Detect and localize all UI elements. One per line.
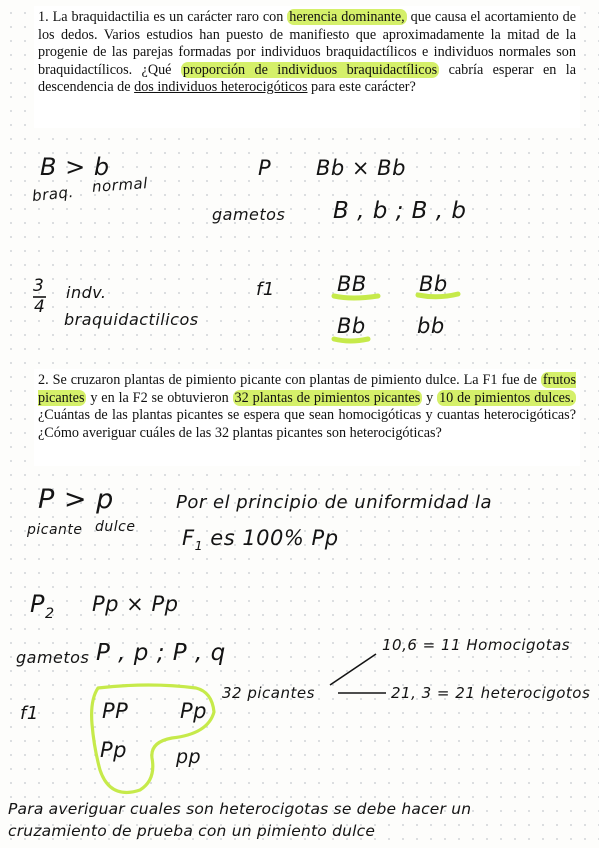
highlight-frutos-picantes: frutos picantes — [38, 372, 576, 406]
f1-cell-pp-2: Pp — [180, 699, 207, 723]
gametes-values: B , b ; B , b — [333, 198, 467, 224]
f1-label: f1 — [256, 279, 275, 300]
cross-pp: Pp × Pp — [92, 592, 179, 616]
highlight-herencia: herencia dominante, — [289, 9, 405, 25]
cross-bb: Bb × Bb — [316, 156, 406, 180]
principle-line-2: $F_1$ es 100% Pp — [182, 526, 339, 554]
highlight-32-plantas: 32 plantas de pimientos picantes — [234, 389, 421, 406]
fraction-label-indv: indv. — [66, 283, 107, 302]
picantes-count: 32 picantes — [222, 684, 315, 702]
heterocigotos-count: 21, 3 = 21 heterocigotos — [391, 684, 591, 702]
label-dulce: dulce — [95, 519, 136, 535]
fraction-numerator: 3 — [33, 276, 45, 296]
problem-1-text: 1. La braquidactilia es un carácter raro con herencia dominante, que causa el acortamiento de los dedos. Varios estudios han puesto de manifiesto que aproximadamente la mitad de la progenie de las parejas formadas por individuos braquidactílicos e individuos normales son braquidactílicos. ¿Qué proporción de individuos braquidactílicos cabría esperar en la descendencia de dos individuos heterocigóticos para este carácter? — [38, 9, 577, 96]
line-to-homocigotas — [330, 654, 376, 685]
f1-cell-pp-3: Pp — [100, 738, 127, 762]
conclusion-line-2: cruzamiento de prueba con un pimiento dulce — [8, 822, 376, 840]
alleles-p: P > p — [38, 484, 114, 515]
gametes-values-2: P , p ; P , q — [96, 640, 226, 666]
label-braq: braq. — [31, 182, 75, 206]
marker-underline-bb — [334, 296, 378, 298]
f1-cell-bb-2: Bb — [419, 272, 448, 296]
fraction-denominator: 4 — [34, 297, 46, 317]
f1-cell-pp: PP — [102, 699, 129, 723]
principle-line-1: Por el principio de uniformidad la — [176, 492, 493, 513]
label-picante: picante — [27, 522, 83, 538]
gametes-label-2: gametos — [16, 648, 90, 667]
marker-underline-bb-3 — [334, 339, 368, 341]
alleles-b: B > b — [40, 153, 110, 181]
f1-cell-bb-3: Bb — [337, 314, 366, 338]
p2-label: $P_2$ — [30, 590, 55, 622]
problem-2-text: 2. Se cruzaron plantas de pimiento picante con plantas de pimiento dulce. La F1 fue de frutos picantes y en la F2 se obtuvieron 32 plantas de pimientos picantes y 10 de pimientos dulces. ¿Cuántas de las plantas picantes se espera que sean homocigóticas y cuantas heterocigóticas? ¿Cómo averiguar cuáles de las 32 plantas picantes son heterocigóticas? — [38, 372, 576, 441]
label-normal: normal — [91, 174, 149, 196]
homocigotas-count: 10,6 = 11 Homocigotas — [382, 636, 571, 654]
highlight-proporcion: proporción de individuos braquidactílicos — [182, 61, 438, 78]
underline-heterocigoticos: dos individuos heterocigóticos — [134, 79, 308, 96]
p-label: P — [258, 156, 272, 180]
f1-cell-pp-4: pp — [176, 746, 202, 768]
conclusion-line-1: Para averiguar cuales son heterocigotas se debe hacer un — [8, 800, 472, 818]
f1-label-2: f1 — [20, 703, 39, 724]
gametes-label: gametos — [212, 205, 286, 224]
f1-cell-bb: BB — [337, 272, 367, 296]
f1-cell-bb-4: bb — [417, 314, 445, 338]
marker-underline-bb-2 — [418, 294, 458, 297]
highlight-10-dulces: 10 de pimientos dulces. — [439, 389, 574, 406]
fraction-label-braq: braquidactilicos — [64, 310, 199, 329]
marker-loop-picantes — [92, 685, 214, 793]
